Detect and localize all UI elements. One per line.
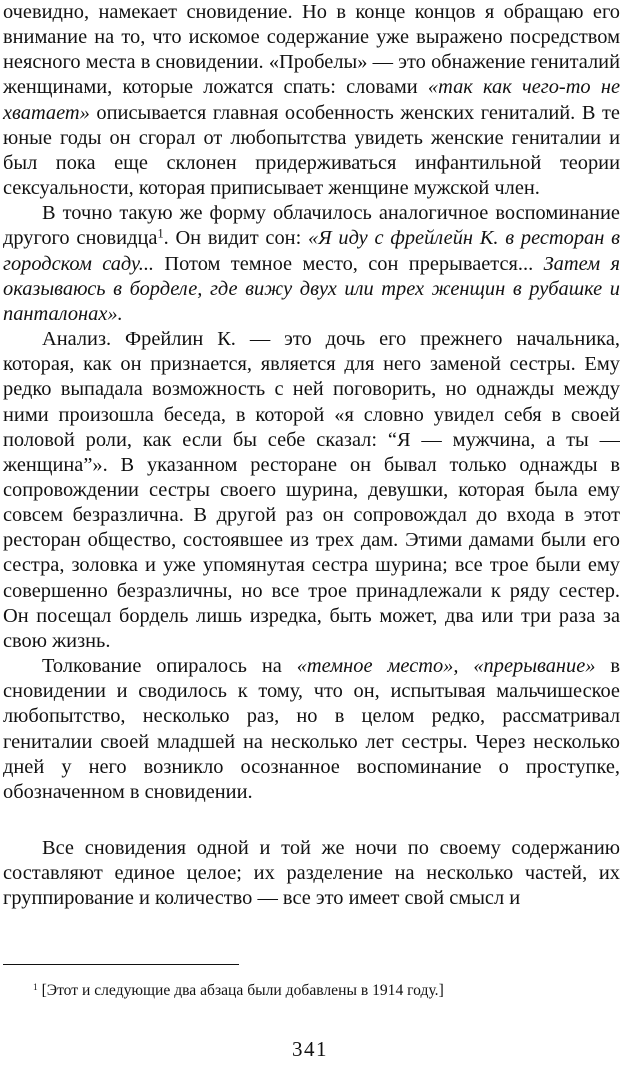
paragraph-2-start: В точно такую же форму облачилось аналогичное воспоминание другого сновидца	[3, 202, 620, 250]
paragraph-5: Все сновидения одной и той же ночи по своему содержанию составляют единое целое; их разделение на несколько частей, их группирование и количество — все это имеет свой смысл и	[3, 837, 620, 910]
paragraph-3: Анализ. Фрейлин К. — это дочь его прежнего начальника, которая, как он признается, является для него заменой сестры. Ему редко выпадала возможность с ней поговорить, но однажды между ними произошла беседа, в которой «я словно увидел себя в своей половой роли, как если бы себе сказал: “Я — мужчина, а ты — женщина”». В указанном ресторане он бывал только однажды в сопровождении сестры своего шурина, девушки, которая была ему совсем безразлична. В другой раз он сопровождал до входа в этот ресторан общество, состоявшее из трех дам. Этими дамами были его сестра, золовка и уже упомянутая сестра шурина; все трое были ему совершенно безразличны, но все трое принадлежали к ряду сестер. Он посещал бордель лишь изредка, быть может, два или три раза за свою жизнь.	[3, 328, 620, 652]
page-number: 341	[292, 1037, 328, 1061]
paragraph-4-italic: «темное место», «прерывание»	[296, 655, 596, 678]
footnote-text: [Этот и следующие два абзаца были добавлены в 1914 году.]	[37, 982, 444, 999]
footnote-marker: 1	[33, 982, 38, 993]
footnote	[33, 981, 618, 1001]
main-text	[3, 0, 620, 911]
paragraph-2-italic-1: «Я иду с фрейлейн К. в ресторан в городском саду...	[3, 227, 620, 275]
paragraph-4-end: в сновидении и сводилось к тому, что он, испытывая мальчишеское любопытство, несколько раз, но в целом редко, рассматривал гениталии своей младшей на несколько лет сестры. Через несколько дней у него возникло осознанное воспоминание о проступке, обозначенном в сновидении.	[3, 655, 620, 803]
paragraph-2-mid1: . Он видит сон:	[163, 227, 309, 250]
paragraph-4-start: Толкование опиралось на	[42, 655, 297, 678]
paragraph-4	[3, 654, 620, 805]
paragraph-1-end: описывается главная особенность женских гениталий. В те юные годы он сгорал от любопытства увидеть женские гениталии и был пока еще склонен придерживаться инфантильной теории сексуальности, которая приписывает женщине мужской член.	[3, 101, 620, 200]
paragraph-2-mid2: Потом темное место, сон прерывается...	[154, 252, 534, 275]
paragraph-1-italic: «так как чего-то не хватает»	[3, 76, 620, 124]
footnote-reference: 1	[157, 226, 164, 241]
paragraph-2-italic-2: Затем я оказываюсь в борделе, где вижу двух или трех женщин в рубашке и панталонах».	[3, 252, 620, 325]
paragraph-1-text: очевидно, намекает сновидение. Но в конце концов я обращаю его внимание на то, что искомое содержание уже выражено посредством неясного места в сновидении. «Пробелы» — это обнажение гениталий женщинами, которые ложатся спать: словами	[3, 1, 620, 99]
paragraph-2	[3, 201, 620, 327]
footnote-divider	[3, 964, 239, 965]
paragraph-1	[3, 0, 620, 201]
